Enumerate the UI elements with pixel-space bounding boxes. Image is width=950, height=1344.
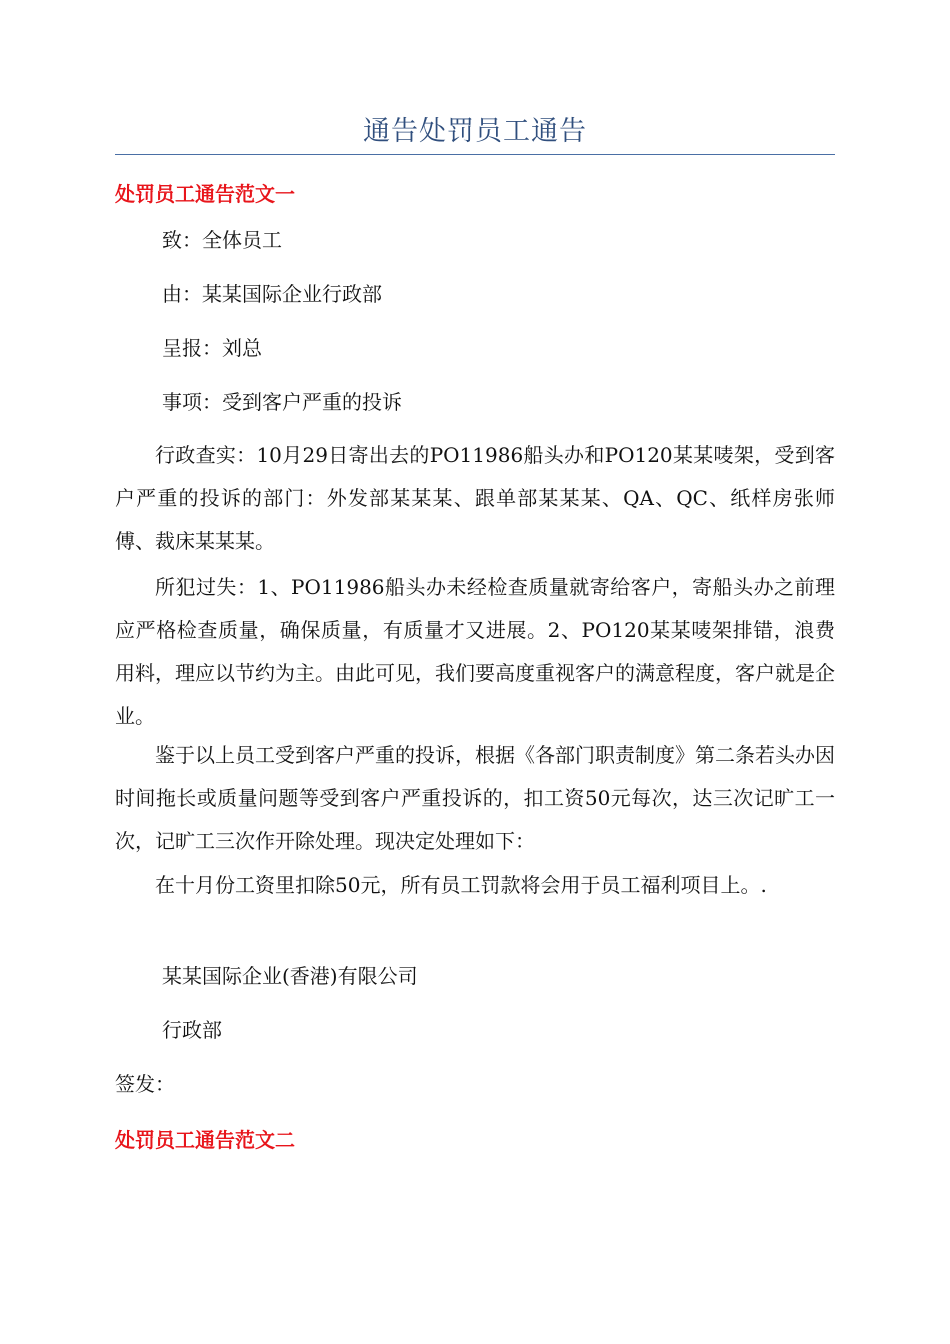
department-line: 行政部 (162, 1018, 222, 1042)
title-underline (115, 154, 835, 155)
signed-line: 签发： (115, 1072, 175, 1096)
basis-paragraph: 鉴于以上员工受到客户严重的投诉，根据《各部门职责制度》第二条若头办因时间拖长或质量问题等受到客户严重投诉的，扣工资50元每次，达三次记旷工一次，记旷工三次作开除处理。现决定处理如下： (115, 743, 835, 853)
company-line: 某某国际企业(香港)有限公司 (162, 964, 418, 988)
finding-paragraph: 行政查实：10月29日寄出去的PO11986船头办和PO120某某唛架，受到客户严重的投诉的部门：外发部某某某、跟单部某某某、QA、QC、纸样房张师傅、裁床某某某。 (115, 443, 835, 553)
report-line: 呈报：刘总 (162, 336, 262, 360)
subject-line: 事项：受到客户严重的投诉 (162, 390, 402, 414)
section-1-heading: 处罚员工通告范文一 (115, 182, 295, 206)
sender-line: 由：某某国际企业行政部 (162, 282, 382, 306)
section-2-heading: 处罚员工通告范文二 (115, 1128, 295, 1152)
fault-paragraph: 所犯过失：1、PO11986船头办未经检查质量就寄给客户，寄船头办之前理应严格检查质量，确保质量，有质量才又进展。2、PO120某某唛架排错，浪费用料，理应以节约为主。由此可见，我们要高度重视客户的满意程度，客户就是企业。 (115, 575, 835, 728)
document-title: 通告处罚员工通告 (363, 116, 587, 147)
decision-paragraph: 在十月份工资里扣除50元，所有员工罚款将会用于员工福利项目上。. (155, 873, 767, 897)
recipient-line: 致：全体员工 (162, 228, 282, 252)
